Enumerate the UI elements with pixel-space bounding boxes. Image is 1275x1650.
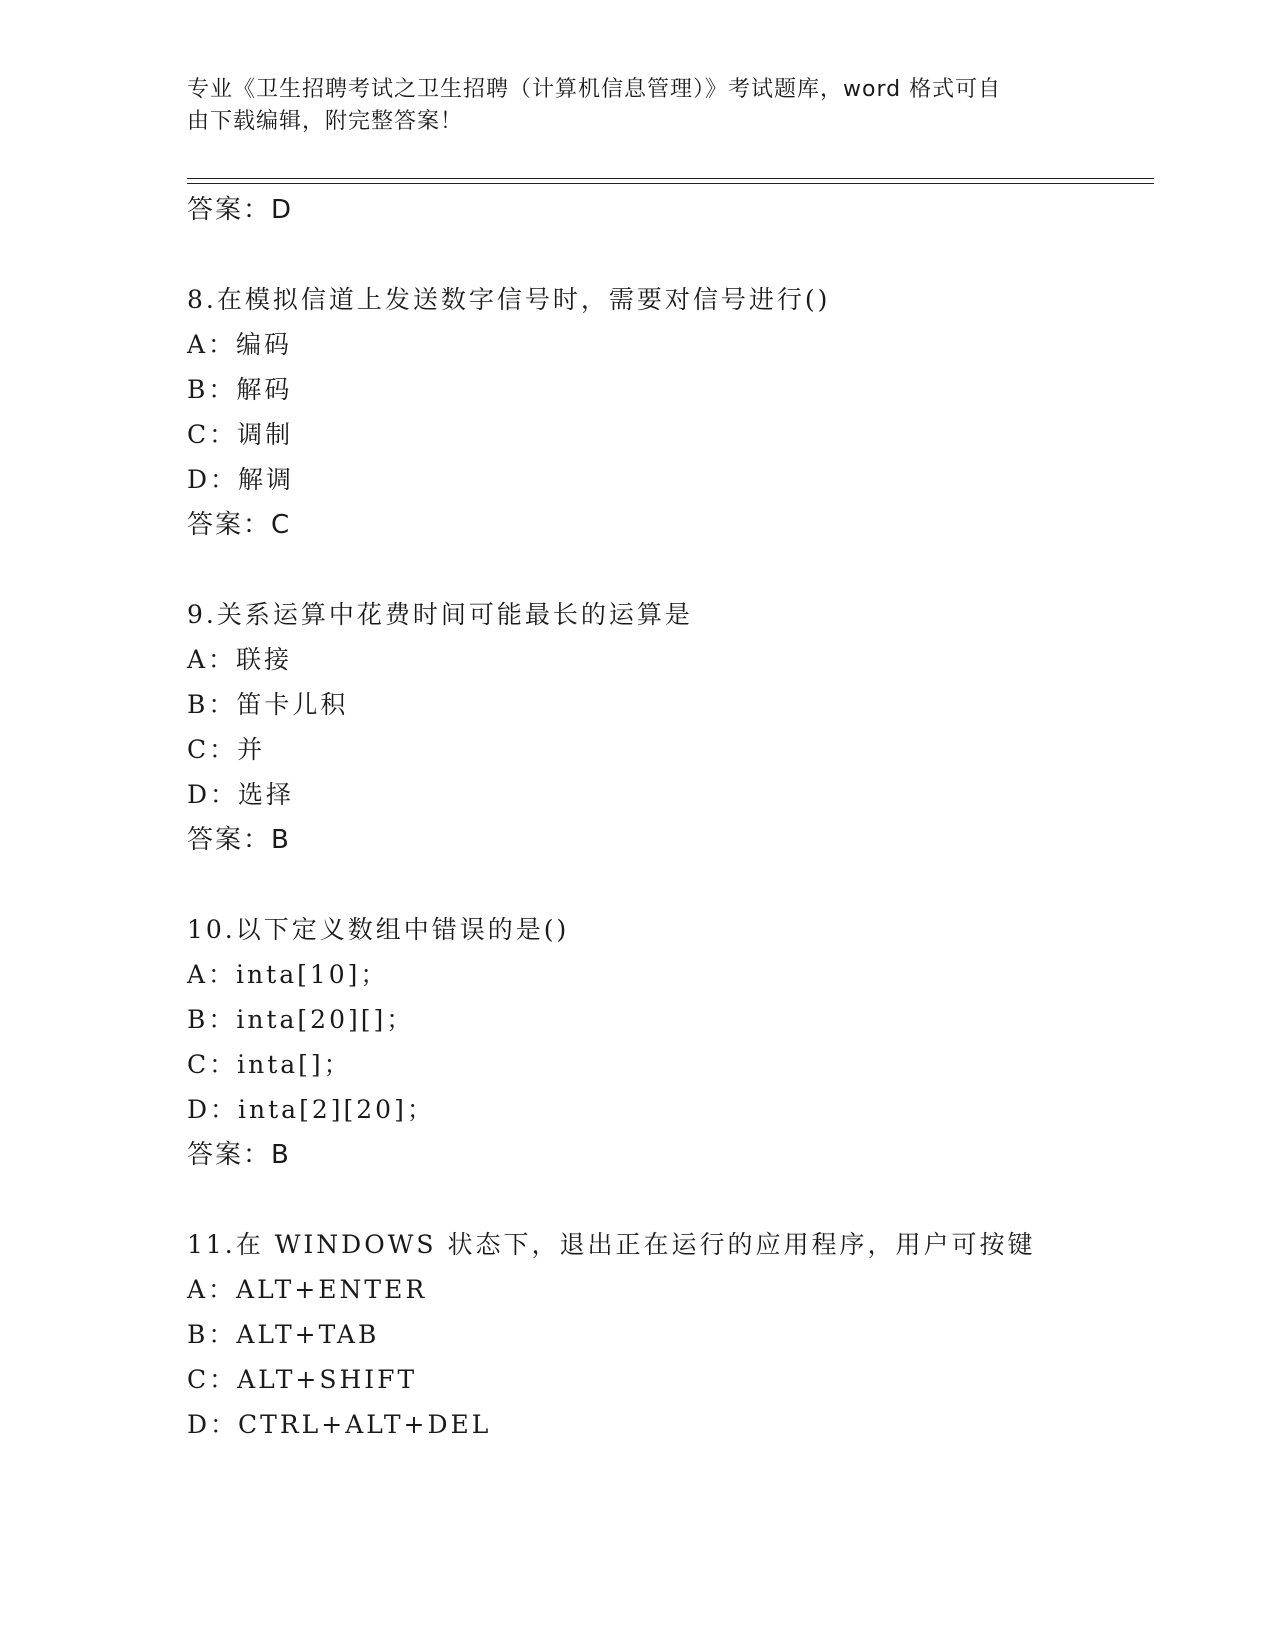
- question-11: 11.在 WINDOWS 状态下，退出正在运行的应用程序，用户可按键: [187, 1230, 1036, 1259]
- header-divider-top: [187, 178, 1154, 179]
- question-11-option-d: D：CTRL+ALT+DEL: [187, 1410, 492, 1439]
- question-9-option-d: D：选择: [187, 780, 295, 809]
- question-10-option-b: B：inta[20][]；: [187, 1005, 415, 1034]
- question-8-option-b: B：解码: [187, 375, 293, 404]
- question-10: 10.以下定义数组中错误的是(): [187, 915, 570, 944]
- question-8-option-c: C：调制: [187, 420, 294, 449]
- question-8-answer: 答案：C: [187, 510, 292, 540]
- question-9-answer: 答案：B: [187, 825, 291, 855]
- question-11-option-c: C：ALT+SHIFT: [187, 1365, 418, 1394]
- header-line-1: 专业《卫生招聘考试之卫生招聘（计算机信息管理）》考试题库，word 格式可自: [187, 77, 1002, 102]
- header-line-2: 由下载编辑，附完整答案！: [187, 109, 464, 134]
- question-9-option-a: A：联接: [187, 645, 293, 674]
- answer-prev: 答案：D: [187, 195, 294, 225]
- question-10-option-c: C：inta[]；: [187, 1050, 352, 1079]
- question-8-option-a: A：编码: [187, 330, 293, 359]
- question-10-option-d: D：inta[2][20]；: [187, 1095, 435, 1124]
- question-8: 8.在模拟信道上发送数字信号时，需要对信号进行(): [187, 285, 831, 314]
- question-9-option-c: C：并: [187, 735, 266, 764]
- question-10-option-a: A：inta[10]；: [187, 960, 389, 989]
- question-9-option-b: B：笛卡儿积: [187, 690, 349, 719]
- question-10-answer: 答案：B: [187, 1140, 291, 1170]
- question-9: 9.关系运算中花费时间可能最长的运算是: [187, 600, 693, 629]
- question-11-option-b: B：ALT+TAB: [187, 1320, 380, 1349]
- document-header: [187, 74, 1067, 138]
- question-11-option-a: A：ALT+ENTER: [187, 1275, 428, 1304]
- question-8-option-d: D：解调: [187, 465, 295, 494]
- header-divider-bottom: [187, 183, 1154, 184]
